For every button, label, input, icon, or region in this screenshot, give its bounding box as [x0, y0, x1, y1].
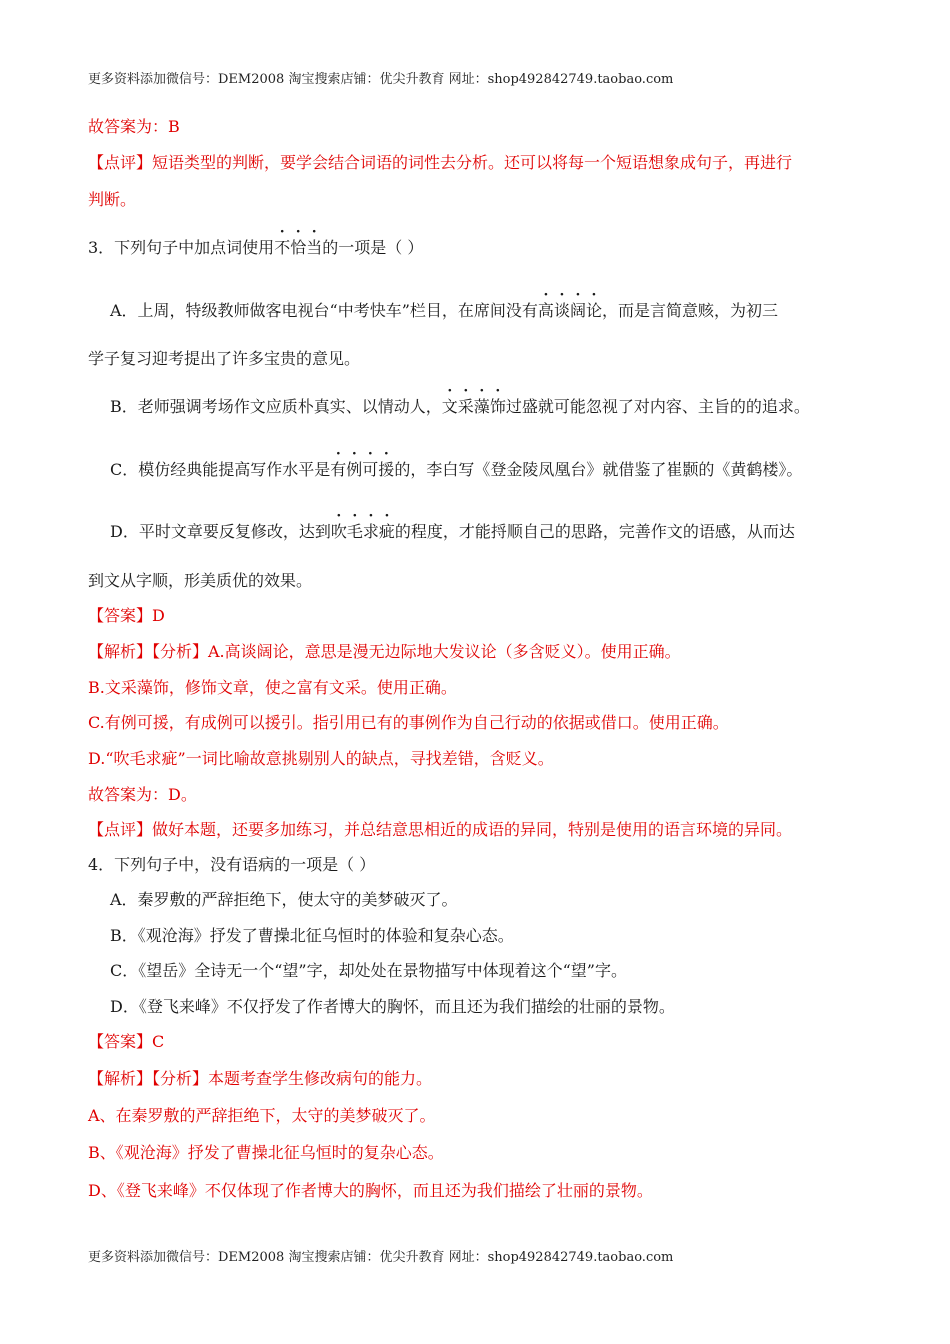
- q4-fix-b: B、《观沧海》抒发了曹操北征乌恒时的复杂心态。: [88, 1143, 444, 1162]
- q3-option-d: D．平时文章要反复修改，达到吹毛求疵的程度，才能捋顺自己的思路，完善作文的语感，从而达: [110, 522, 795, 541]
- q3-answer: 【答案】D: [88, 606, 165, 625]
- q3-explain-b: B.文采藻饰，修饰文章，使之富有文采。使用正确。: [88, 678, 457, 697]
- page-footer: 更多资料添加微信号：DEM2008 淘宝搜索店铺：优尖升教育 网址：shop492842749.taobao.com: [88, 1250, 674, 1265]
- q3-analysis: 【解析】【分析】A.高谈阔论，意思是漫无边际地大发议论（多含贬义）。使用正确。: [88, 642, 681, 661]
- q3-explain-c: C.有例可援，有成例可以援引。指引用已有的事例作为自己行动的依据或借口。使用正确。: [88, 713, 729, 732]
- prev-comment-line1: 【点评】短语类型的判断，要学会结合词语的词性去分析。还可以将每一个短语想象成句子，再进行: [88, 153, 793, 172]
- q3-option-a-line2: 学子复习迎考提出了许多宝贵的意见。: [88, 349, 361, 368]
- prev-comment-line2: 判断。: [88, 190, 137, 209]
- page-header: 更多资料添加微信号：DEM2008 淘宝搜索店铺：优尖升教育 网址：shop492842749.taobao.com: [88, 72, 674, 87]
- q3-stem: 3．下列句子中加点词使用不恰当的一项是（ ）: [88, 238, 424, 257]
- q4-fix-a: A、在秦罗敷的严辞拒绝下，太守的美梦破灭了。: [88, 1106, 436, 1125]
- prev-answer-conclusion: 故答案为：B: [88, 117, 180, 136]
- q4-option-d: D．《登飞来峰》不仅抒发了作者博大的胸怀，而且还为我们描绘的壮丽的景物。: [110, 997, 675, 1016]
- q3-explain-d: D.“吹毛求疵”一词比喻故意挑剔别人的缺点，寻找差错，含贬义。: [88, 749, 554, 768]
- q4-analysis: 【解析】【分析】本题考查学生修改病句的能力。: [88, 1069, 433, 1088]
- q4-fix-d: D、《登飞来峰》不仅体现了作者博大的胸怀，而且还为我们描绘了壮丽的景物。: [88, 1181, 653, 1200]
- q4-stem: 4．下列句子中，没有语病的一项是（ ）: [88, 855, 376, 874]
- q4-option-a: A．秦罗敷的严辞拒绝下，使太守的美梦破灭了。: [110, 890, 458, 909]
- q3-option-d-line2: 到文从字顺，形美质优的效果。: [88, 571, 313, 590]
- q4-option-c: C．《望岳》全诗无一个“望”字，却处处在景物描写中体现着这个“望”字。: [110, 961, 627, 980]
- q3-comment: 【点评】做好本题，还要多加练习，并总结意思相近的成语的异同，特别是使用的语言环境的异同。: [88, 820, 793, 839]
- q4-answer: 【答案】C: [88, 1032, 165, 1051]
- q3-option-a: A．上周，特级教师做客电视台“中考快车”栏目，在席间没有高谈阔论，而是言简意赅，为初三: [110, 301, 778, 320]
- q3-conclusion: 故答案为：D。: [88, 785, 197, 804]
- q3-option-c: C．模仿经典能提高写作水平是有例可援的，李白写《登金陵凤凰台》就借鉴了崔颢的《黄鹤楼》。: [110, 460, 803, 479]
- q3-option-b: B．老师强调考场作文应质朴真实、以情动人，文采藻饰过盛就可能忽视了对内容、主旨的的追求。: [110, 397, 810, 416]
- q4-option-b: B．《观沧海》抒发了曹操北征乌恒时的体验和复杂心态。: [110, 926, 514, 945]
